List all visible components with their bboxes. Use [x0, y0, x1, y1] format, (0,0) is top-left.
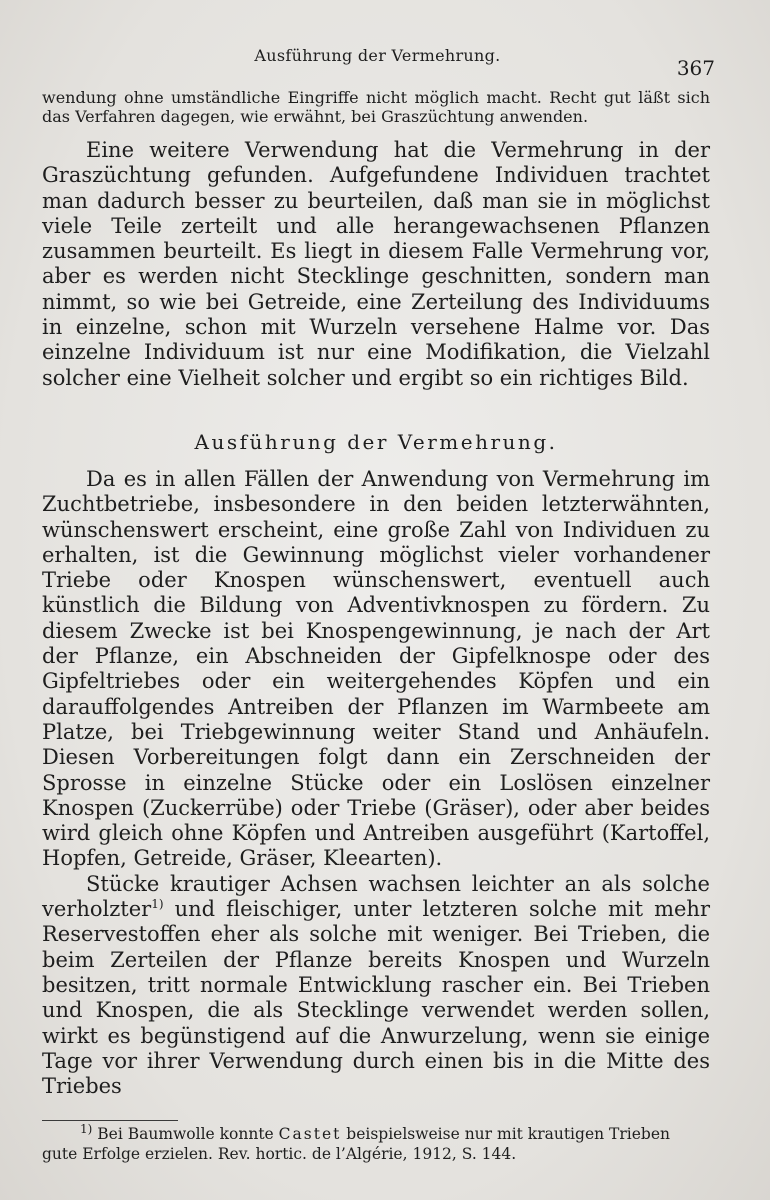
body-text	[42, 88, 710, 1099]
footnote-text-end: beispielsweise nur mit krautigen Trieben gute Erfolge erzielen. Rev. hortic. de l’Algérie, 1912, S. 144.	[42, 1125, 670, 1163]
footnote-reference: 1)	[151, 897, 164, 912]
running-title: Ausführung der Vermehrung.	[254, 46, 501, 65]
paragraph-graszuechtung: Eine weitere Verwendung hat die Vermehrung in der Graszüchtung gefunden. Aufgefundene Individuen trachtet man dadurch besser zu beurteilen, daß man sie in möglichst viele Teile zerteilt und alle herangewachsenen Pflanzen zusammen beurteilt. Es liegt in diesem Falle Vermehrung vor, aber es werden nicht Stecklinge geschnitten, sondern man nimmt, so wie bei Getreide, eine Zerteilung des Individuums in einzelne, schon mit Wurzeln versehene Halme vor. Das einzelne Individuum ist nur eine Modifikation, die Vielzahl solcher eine Vielheit solcher und ergibt so ein richtiges Bild.	[42, 138, 710, 390]
footnote-marker: 1)	[80, 1121, 93, 1136]
footnote-author: Castet	[278, 1125, 342, 1143]
paragraph-stuecke	[42, 872, 710, 1100]
section-heading: Ausführung der Vermehrung.	[194, 429, 558, 454]
footnote-rule	[42, 1120, 178, 1121]
paragraph-continuation: wendung ohne umständliche Eingriffe nicht möglich macht. Recht gut läßt sich das Verfahren dagegen, wie erwähnt, bei Graszüchtung anwenden.	[42, 88, 710, 126]
paragraph-stuecke-part1: Stücke krautiger Achsen wachsen leichter an als solche verholzter	[42, 871, 710, 922]
paragraph-stuecke-part2: und fleischiger, unter letzteren solche mit mehr Reservestoffen eher als solche mit weniger. Bei Trieben, die beim Zerteilen der Pflanze bereits Knospen und Wurzeln besitzen, tritt normale Entwicklung rascher ein. Bei Trieben und Knospen, die als Stecklinge verwendet werden sollen, wirkt es begünstigend auf die Anwurzelung, wenn sie einige Tage vor ihrer Verwendung durch einen bis in die Mitte des Triebes	[42, 897, 710, 1099]
page-number: 367	[676, 56, 715, 80]
page-header	[40, 40, 715, 80]
footnote	[42, 1121, 710, 1164]
footnote-text-start: Bei Baumwolle konnte	[92, 1125, 279, 1143]
paragraph-ausfuehrung: Da es in allen Fällen der Anwendung von Vermehrung im Zuchtbetriebe, insbesondere in den beiden letzterwähnten, wünschenswert erscheint, eine große Zahl von Individuen zu erhalten, ist die Gewinnung möglichst vieler vorhandener Triebe oder Knospen wünschenswert, eventuell auch künstlich die Bildung von Adventivknospen zu fördern. Zu diesem Zwecke ist bei Knospengewinnung, je nach der Art der Pflanze, ein Abschneiden der Gipfelknospe oder des Gipfeltriebes oder ein weitergehendes Köpfen und ein darauffolgendes Antreiben der Pflanzen im Warmbeete am Platze, bei Triebgewinnung weiter Stand und Anhäufeln. Diesen Vorbereitungen folgt dann ein Zerschneiden der Sprosse in einzelne Stücke oder ein Loslösen einzelner Knospen (Zuckerrübe) oder Triebe (Gräser), oder aber beides wird gleich ohne Köpfen und Antreiben ausgeführt (Kartoffel, Hopfen, Getreide, Gräser, Kleearten).	[42, 466, 710, 871]
